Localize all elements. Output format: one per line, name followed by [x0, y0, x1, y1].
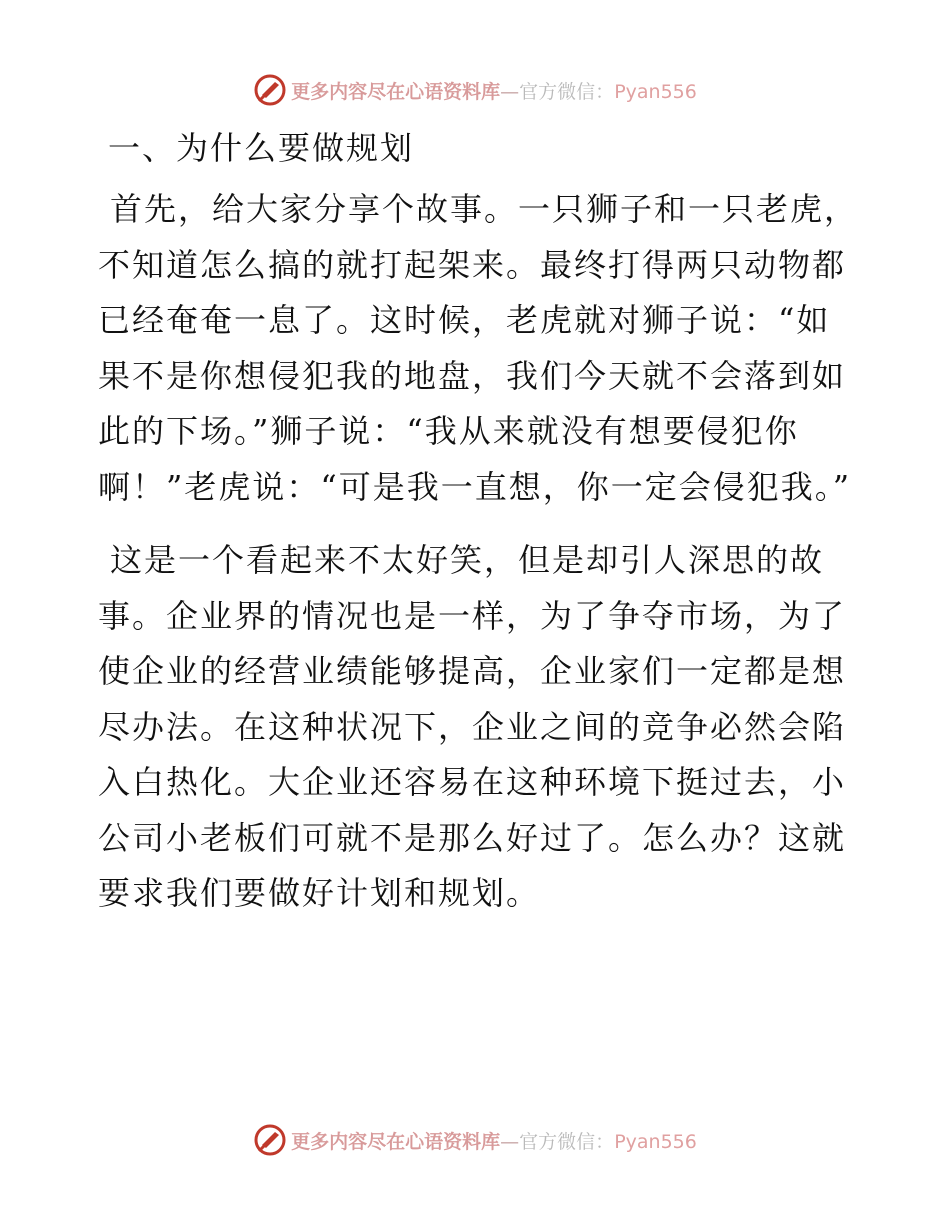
section-heading: 一、为什么要做规划 [108, 129, 415, 167]
footer-watermark [0, 1120, 950, 1160]
paragraph-story: 首先，给大家分享个故事。一只狮子和一只老虎，不知道怎么搞的就打起架来。最终打得两只动物都已经奄奄一息了。这时候，老虎就对狮子说：“如果不是你想侵犯我的地盘，我们今天就不会落到如此的下场。”狮子说：“我从来就没有想要侵犯你啊！”老虎说：“可是我一直想，你一定会侵犯我。” [98, 190, 859, 506]
watermark-wechat-id: Pyan556 [614, 80, 697, 103]
document-body [98, 128, 858, 940]
watermark-text [291, 1127, 697, 1154]
header-watermark [0, 70, 950, 110]
watermark-text [291, 77, 697, 104]
watermark-dash: — [500, 80, 520, 103]
watermark-dash: — [500, 1130, 520, 1153]
brand-logo-icon [253, 73, 287, 107]
watermark-site: 更多内容尽在心语资料库 [291, 80, 501, 103]
watermark-site: 更多内容尽在心语资料库 [291, 1130, 501, 1153]
watermark-wechat-label: 官方微信： [519, 1130, 615, 1153]
watermark-wechat-label: 官方微信： [519, 80, 615, 103]
watermark-wechat-id: Pyan556 [614, 1130, 697, 1153]
brand-logo-icon [253, 1123, 287, 1157]
paragraph-analysis: 这是一个看起来不太好笑，但是却引人深思的故事。企业界的情况也是一样，为了争夺市场，为了使企业的经营业绩能够提高，企业家们一定都是想尽办法。在这种状况下，企业之间的竞争必然会陷入白热化。大企业还容易在这种环境下挺过去，小公司小老板们可就不是那么好过了。怎么办？这就要求我们要做好计划和规划。 [98, 541, 847, 912]
